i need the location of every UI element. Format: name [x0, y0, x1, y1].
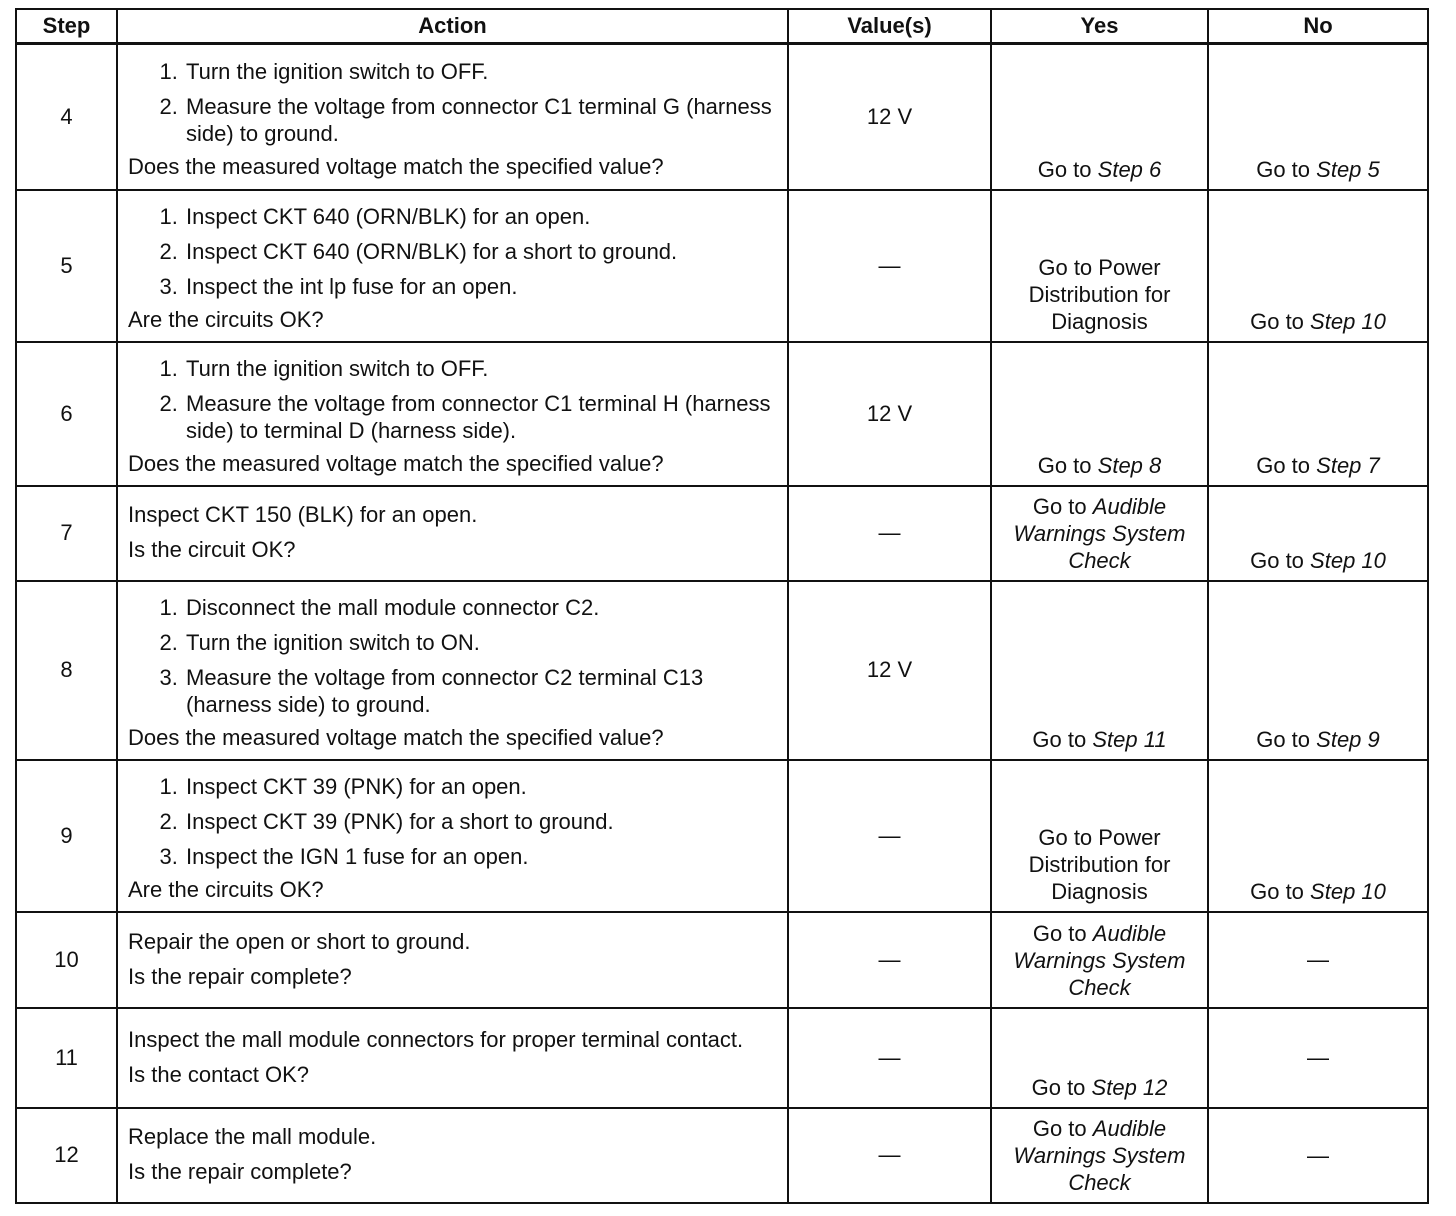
no-reference: Step 10 — [1310, 878, 1386, 904]
value-cell: — — [788, 1008, 991, 1108]
no-text: Go to — [1256, 726, 1311, 752]
no-reference: Step 9 — [1316, 726, 1380, 752]
yes-reference: Audible Warnings System Check — [1013, 493, 1186, 573]
yes-text: Go to Power Distribution for Diagnosis — [1028, 254, 1171, 334]
yes-text: Go to Power Distribution for Diagnosis — [1028, 824, 1171, 904]
action-step-item: 3. Measure the voltage from connector C2 terminal C13 (harness side) to ground. — [184, 664, 779, 718]
header-action: Action — [117, 9, 788, 44]
yes-cell — [991, 486, 1208, 581]
action-step-item: 3. Inspect the IGN 1 fuse for an open. — [184, 843, 779, 870]
step-number: 4 — [16, 44, 117, 190]
no-cell — [1208, 190, 1428, 342]
action-steps-list — [128, 594, 779, 718]
action-step-item: 1. Inspect CKT 640 (ORN/BLK) for an open. — [184, 203, 779, 230]
table-row — [16, 190, 1428, 342]
no-cell — [1208, 342, 1428, 486]
yes-reference: Step 8 — [1097, 452, 1162, 478]
no-reference: Step 7 — [1316, 452, 1380, 478]
header-no: No — [1208, 9, 1428, 44]
step-number: 11 — [16, 1008, 117, 1108]
action-text: Repair the open or short to ground. — [128, 928, 471, 954]
no-text: Go to — [1256, 452, 1311, 478]
action-question: Is the repair complete? — [128, 1159, 352, 1184]
action-cell — [117, 44, 788, 190]
action-steps-list — [128, 203, 779, 300]
table-header-row — [16, 9, 1428, 44]
no-cell — [1208, 760, 1428, 912]
table-row — [16, 760, 1428, 912]
value-cell: — — [788, 190, 991, 342]
action-text: Replace the mall module. — [128, 1124, 377, 1149]
yes-reference: Step 6 — [1097, 156, 1162, 182]
yes-text: Go to — [1037, 452, 1092, 478]
yes-reference: Step 12 — [1091, 1074, 1168, 1100]
value-cell: — — [788, 912, 991, 1008]
step-number: 6 — [16, 342, 117, 486]
step-number: 10 — [16, 912, 117, 1008]
no-reference: Step 10 — [1310, 308, 1386, 334]
header-yes: Yes — [991, 9, 1208, 44]
action-question: Does the measured voltage match the specified value? — [128, 724, 664, 750]
no-reference: Step 5 — [1316, 156, 1380, 182]
no-cell — [1208, 581, 1428, 760]
action-step-item: 1. Turn the ignition switch to OFF. — [184, 355, 779, 382]
step-number: 12 — [16, 1108, 117, 1203]
table-row — [16, 912, 1428, 1008]
yes-text: Go to — [1032, 493, 1087, 519]
action-step-item: 2. Inspect CKT 39 (PNK) for a short to ground. — [184, 808, 779, 835]
header-step: Step — [16, 9, 117, 44]
value-cell: 12 V — [788, 342, 991, 486]
no-cell — [1208, 1008, 1428, 1108]
diagnostic-table — [15, 8, 1429, 1204]
action-question: Is the contact OK? — [128, 1061, 309, 1087]
action-step-item: 2. Measure the voltage from connector C1 terminal H (harness side) to terminal D (harness side). — [184, 390, 779, 444]
action-text: Inspect CKT 150 (BLK) for an open. — [128, 502, 478, 527]
yes-text: Go to — [1037, 156, 1092, 182]
no-text: Go to — [1256, 156, 1311, 182]
no-text: Go to — [1250, 308, 1304, 334]
action-cell — [117, 1008, 788, 1108]
yes-cell — [991, 760, 1208, 912]
action-step-item: 2. Turn the ignition switch to ON. — [184, 629, 779, 656]
yes-cell — [991, 44, 1208, 190]
action-cell — [117, 912, 788, 1008]
no-text: — — [1307, 947, 1329, 972]
header-values: Value(s) — [788, 9, 991, 44]
action-step-item: 1. Inspect CKT 39 (PNK) for an open. — [184, 773, 779, 800]
value-cell: 12 V — [788, 581, 991, 760]
no-reference: Step 10 — [1310, 547, 1386, 573]
action-question: Are the circuits OK? — [128, 306, 324, 332]
step-number: 7 — [16, 486, 117, 581]
no-cell — [1208, 912, 1428, 1008]
table-row — [16, 1008, 1428, 1108]
yes-cell — [991, 1108, 1208, 1203]
table-row — [16, 581, 1428, 760]
action-cell — [117, 190, 788, 342]
yes-reference: Audible Warnings System Check — [1013, 920, 1186, 1000]
no-cell — [1208, 486, 1428, 581]
table-row — [16, 486, 1428, 581]
yes-reference: Audible Warnings System Check — [1013, 1115, 1186, 1195]
yes-cell — [991, 342, 1208, 486]
action-cell — [117, 760, 788, 912]
yes-cell — [991, 912, 1208, 1008]
no-cell — [1208, 44, 1428, 190]
yes-text: Go to — [1031, 1074, 1086, 1100]
value-cell: — — [788, 1108, 991, 1203]
diagnostic-table-container — [15, 8, 1427, 1204]
yes-cell — [991, 190, 1208, 342]
yes-cell — [991, 1008, 1208, 1108]
action-question: Is the circuit OK? — [128, 537, 296, 562]
yes-text: Go to — [1032, 920, 1087, 946]
action-steps-list — [128, 355, 779, 444]
no-text: Go to — [1250, 547, 1304, 573]
yes-text: Go to — [1032, 726, 1087, 752]
action-steps-list — [128, 773, 779, 870]
action-step-item: 2. Inspect CKT 640 (ORN/BLK) for a short to ground. — [184, 238, 779, 265]
action-cell — [117, 1108, 788, 1203]
value-cell: 12 V — [788, 44, 991, 190]
table-body — [16, 44, 1428, 1203]
action-question: Is the repair complete? — [128, 963, 352, 989]
action-cell — [117, 486, 788, 581]
action-question: Does the measured voltage match the specified value? — [128, 153, 664, 179]
action-question: Are the circuits OK? — [128, 876, 324, 902]
table-row — [16, 342, 1428, 486]
no-text: Go to — [1250, 878, 1304, 904]
table-row — [16, 44, 1428, 190]
action-cell — [117, 342, 788, 486]
table-row — [16, 1108, 1428, 1203]
action-step-item: 1. Disconnect the mall module connector C2. — [184, 594, 779, 621]
no-cell — [1208, 1108, 1428, 1203]
action-steps-list — [128, 58, 779, 147]
value-cell: — — [788, 760, 991, 912]
yes-text: Go to — [1032, 1115, 1087, 1141]
action-step-item: 3. Inspect the int lp fuse for an open. — [184, 273, 779, 300]
step-number: 8 — [16, 581, 117, 760]
action-question: Does the measured voltage match the specified value? — [128, 450, 664, 476]
no-text: — — [1307, 1045, 1329, 1070]
no-text: — — [1307, 1142, 1329, 1168]
action-cell — [117, 581, 788, 760]
step-number: 5 — [16, 190, 117, 342]
step-number: 9 — [16, 760, 117, 912]
yes-cell — [991, 581, 1208, 760]
action-step-item: 2. Measure the voltage from connector C1 terminal G (harness side) to ground. — [184, 93, 779, 147]
action-text: Inspect the mall module connectors for proper terminal contact. — [128, 1026, 744, 1052]
yes-reference: Step 11 — [1092, 726, 1167, 752]
value-cell: — — [788, 486, 991, 581]
action-step-item: 1. Turn the ignition switch to OFF. — [184, 58, 779, 85]
